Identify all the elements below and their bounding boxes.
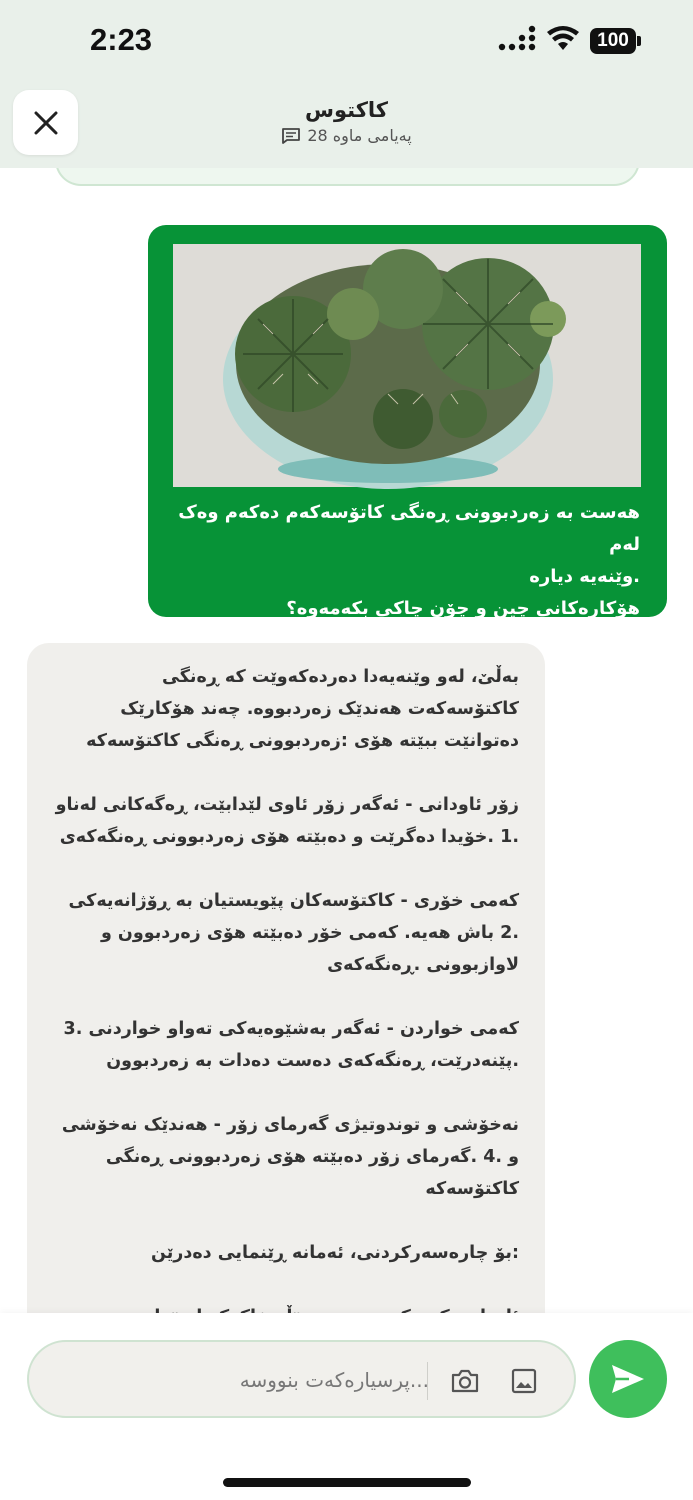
wifi-icon [546, 26, 580, 52]
bot-paragraph: نەخۆشی و توندوتیژی گەرمای زۆر - هەندێک نەخۆشی و .4 .گەرمای زۆر دەبێتە هۆی زەردبوونی ڕەنگی کاکتۆسەکە [61, 1115, 519, 1199]
camera-button[interactable] [447, 1364, 483, 1398]
close-button[interactable] [13, 90, 78, 155]
image-icon [510, 1367, 538, 1395]
user-message-text [168, 497, 640, 625]
bot-paragraph: کەمی خواردن - ئەگەر بەشێوەیەکی تەواو خواردنی .3 .پێنەدرێت، ڕەنگەکەی دەست دەدات بە زەردبوون [63, 1019, 519, 1071]
bot-paragraph: بەڵێ، لەو وێنەیەدا دەردەکەوێت کە ڕەنگی کاکتۆسەکەت هەندێک زەردبووە. چەند هۆکارێک دەتوانێت ببێتە هۆی :زەردبوونی ڕەنگی کاکتۆسەکە [86, 667, 519, 751]
bot-message-bubble [27, 643, 545, 1323]
remaining-messages [200, 126, 493, 145]
bot-paragraph: :بۆ چارەسەرکردنی، ئەمانە ڕێنمایی دەدرێن [150, 1243, 519, 1263]
question-input[interactable] [189, 1358, 429, 1402]
close-icon [33, 110, 59, 136]
cactus-photo[interactable] [173, 244, 641, 487]
status-time: 2:23 [90, 22, 153, 57]
home-indicator [223, 1478, 471, 1487]
gallery-button[interactable] [507, 1364, 541, 1398]
send-button[interactable] [589, 1340, 667, 1418]
composer-area [0, 1313, 693, 1500]
camera-icon [450, 1368, 480, 1394]
composer-divider [427, 1362, 428, 1400]
status-bar [0, 0, 693, 80]
composer-box [27, 1340, 576, 1418]
bot-message-text [49, 661, 519, 1397]
message-icon [281, 127, 301, 145]
user-line: .وێنەیە دیارە [529, 566, 640, 587]
user-line: هۆکارەکانی چین و چۆن چاکی بکەمەوە؟ [286, 598, 640, 619]
user-message-bubble [148, 225, 667, 617]
send-icon [609, 1362, 647, 1396]
user-line: هەست بە زەردبوونی ڕەنگی کاتۆسەکەم دەکەم وەک لەم [178, 502, 640, 555]
remaining-messages-text: پەیامی ماوە 28 [307, 126, 412, 145]
chat-header [0, 80, 693, 168]
signal-icon [498, 30, 538, 52]
bot-paragraph: کەمی خۆری - کاکتۆسەکان پێویستیان بە ڕۆژانەیەکی .2 باش هەیە. کەمی خۆر دەبێتە هۆی زەردبوون و لاوازبوونی .ڕەنگەکەی [68, 891, 519, 975]
chat-title: کاکتوس [304, 98, 389, 122]
bot-paragraph: زۆر ئاودانی - ئەگەر زۆر ئاوی لێدابێت، ڕەگەکانی لەناو .1 .خۆیدا دەگرێت و دەبێتە هۆی زەردبوونی ڕەنگەکەی [55, 795, 519, 847]
battery-icon: 100 [590, 28, 636, 54]
battery-cap [637, 36, 641, 46]
